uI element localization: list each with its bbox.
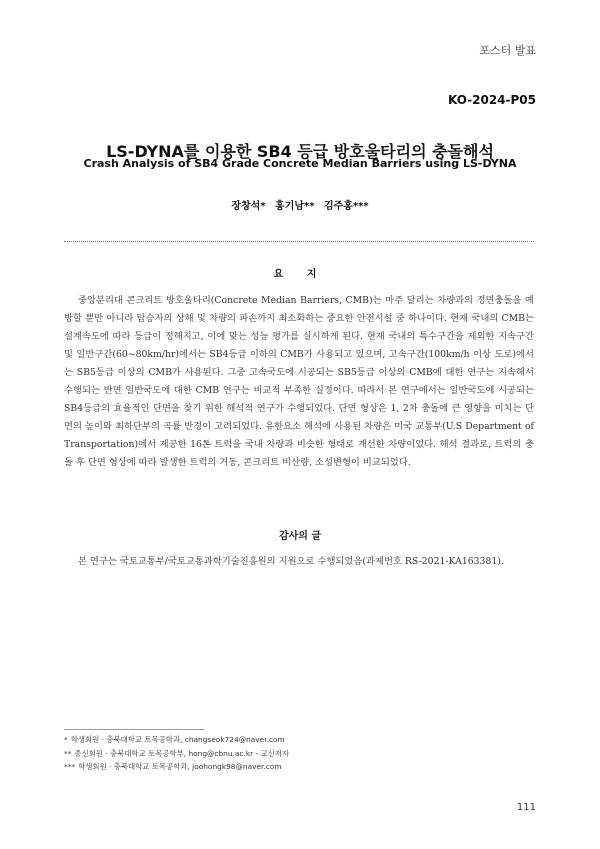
footnote-mark: ***	[64, 762, 76, 771]
abstract-heading: 요 지	[273, 269, 327, 280]
footnote-mark: **	[64, 748, 72, 758]
title-english: Crash Analysis of SB4 Grade Concrete Median Barriers using LS-DYNA	[83, 157, 517, 170]
acknowledgement-heading: 감사의 글	[278, 531, 322, 542]
section-label: 포스터 발표	[479, 44, 536, 57]
acknowledgement-body: 본 연구는 국토교통부/국토교통과학기술진흥원의 지원으로 수행되었음(과제번호 RS-2021-KA163381).	[78, 556, 504, 567]
paper-id: KO-2024-P05	[447, 93, 536, 107]
title-korean: LS-DYNA를 이용한 SB4 등급 방호울타리의 충돌해석	[106, 141, 494, 161]
author-list: 장창석* 홍기남** 김주홍***	[231, 201, 369, 212]
footnote	[64, 747, 534, 761]
footnote	[64, 760, 534, 774]
footnote-text: 학생회원 · 충북대학교 토목공학과, changseok724@naver.com	[70, 735, 285, 744]
footnote-mark: *	[64, 735, 68, 744]
page-number: 111	[516, 802, 536, 813]
footnote-text: 학생회원 · 충북대학교 토목공학과, joohongk98@naver.com	[78, 762, 282, 771]
footnote	[64, 733, 534, 747]
footnotes	[64, 733, 534, 774]
section-divider	[64, 241, 534, 242]
footnote-divider	[64, 729, 204, 730]
abstract-body: 중앙분리대 콘크리트 방호울타리(Concrete Median Barriers, CMB)는 마주 달리는 차량과의 정면충돌을 예방할 뿐만 아니라 탑승자의 상해 및 차량의 파손까지 최소화하는 중요한 안전시설 중 하나이다. 현재 국내의 CMB는 설계속도에 따라 등급이 정해지고, 이에 맞는 성능 평가를 실시하게 된다. 현재 국내의 특수구간을 제외한 지속구간 및 일반구간(60~80km/hr)에서는 SB4등급 이하의 CMB가 사용되고 있으며, 고속구간(100km/h 이상 도로)에서는 SB5등급 이상의 CMB가 사용된다. 그중 고속국도에 시공되는 SB5등급 이상의 CMB에 대한 연구는 지속해서 수행되는 반면 일반국도에 대한 CMB 연구는 비교적 부족한 실정이다. 따라서 본 연구에서는 일반국도에 시공되는 SB4등급의 효율적인 단면을 찾기 위한 해석적 연구가 수행되었다. 단면 형상은 1, 2차 충돌에 큰 영향을 미치는 단면의 높이와 최하단부의 곡률 반경이 고려되었다. 유한요소 해석에 사용된 차량은 미국 교통부(U.S Department of Transportation)에서 제공한 16톤 트럭을 국내 차량과 비슷한 형태로 개선한 차량이었다. 해석 결과로, 트럭의 충돌 후 단면 형상에 따라 발생한 트럭의 거동, 콘크리트 비산량, 소성변형이 비교되었다.	[64, 295, 534, 468]
footnote-text: 종신회원 · 충북대학교 토목공학부, hong@cbnu.ac.kr - 교신저자	[74, 748, 290, 758]
